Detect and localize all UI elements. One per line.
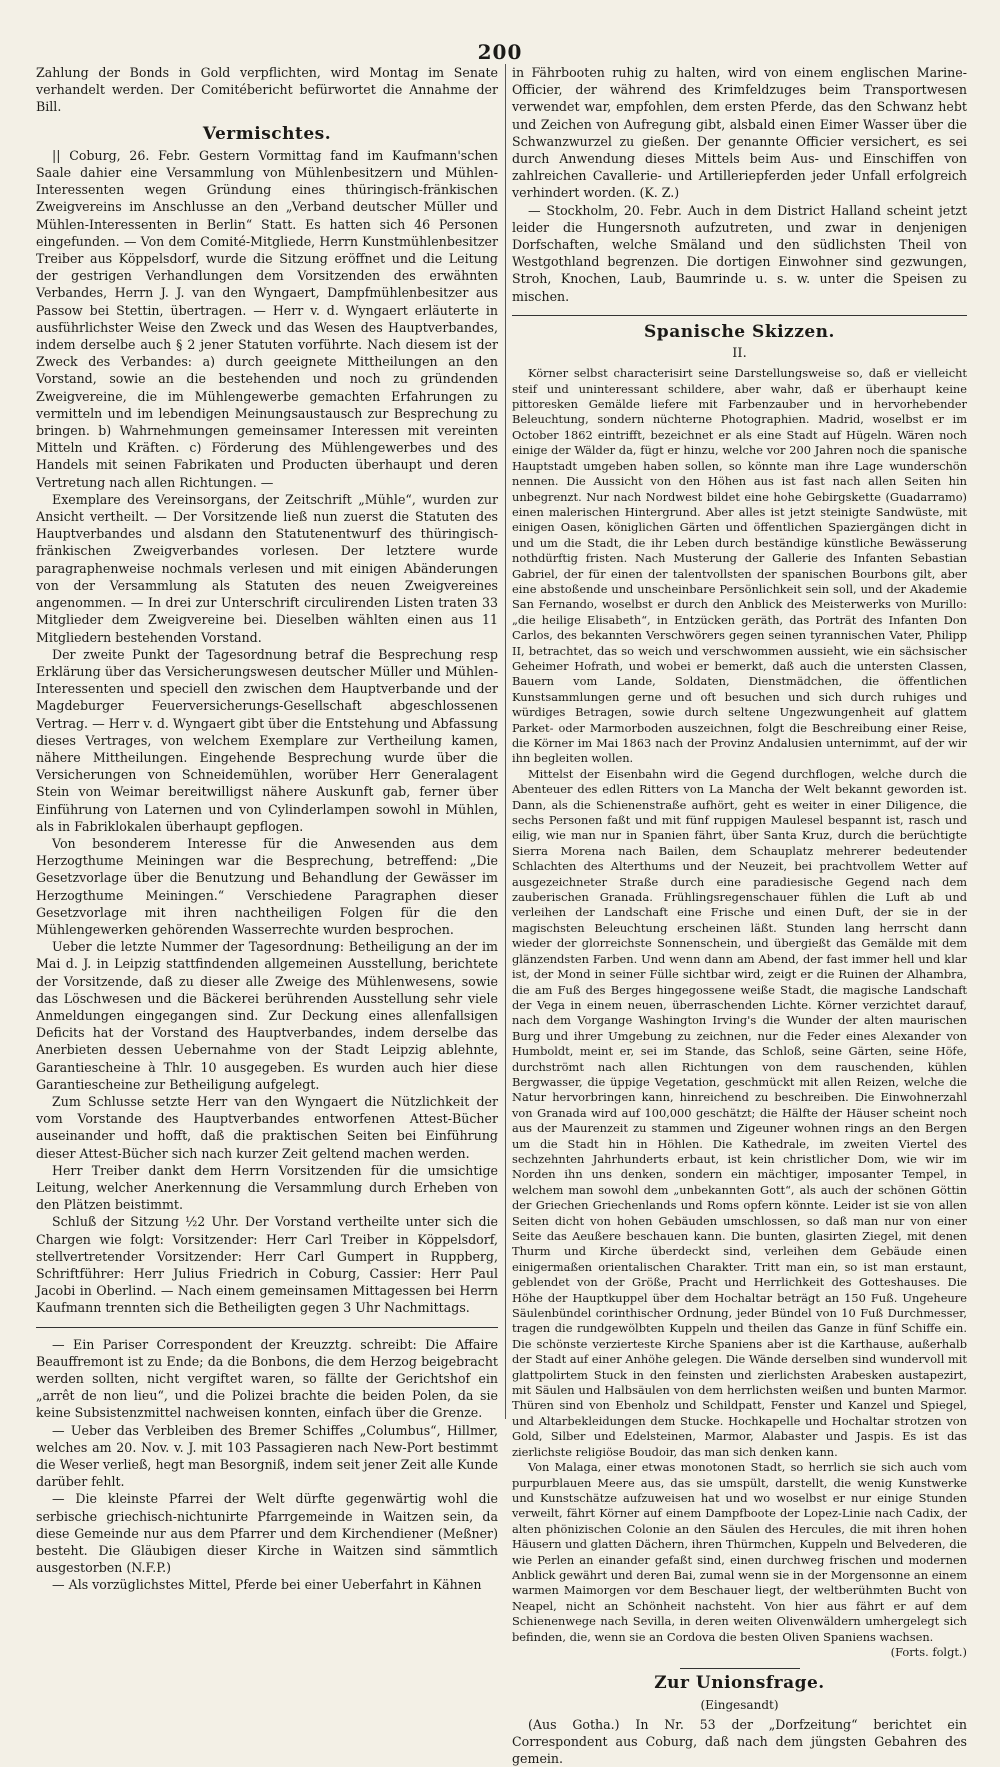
section-title-spanische-skizzen: Spanische Skizzen. (644, 321, 835, 342)
news-item: — Die kleinste Pfarrei der Welt dürfte gegenwärtig wohl die serbische griechisch-nichtunirte Pfarrgemeinde in Waitzen sein, da diese Gemeinde nur aus dem Pfarrer und dem Kirchendiener (Meßner) besteht. Die Gläubigen dieser Kirche in Waitzen sind sämmtlich ausgestorben (N.F.P.) (36, 1491, 498, 1576)
article-separator (680, 1668, 800, 1669)
news-item: — Ein Pariser Correspondent der Kreuzztg. schreibt: Die Affaire Beauffremont ist zu Ende; da die Bonbons, die dem Herzog beigebracht werden sollten, nicht vergiftet waren, so fällte der Gerichtshof ein „arrêt de non lieu“, und die Polizei brachte die beiden Polen, da sie keine Subsistenzmittel nachweisen konnten, einfach über die Grenze. (36, 1336, 498, 1421)
article-separator (36, 1327, 498, 1328)
continued-paragraph: in Fährbooten ruhig zu halten, wird von einem englischen Marine-Officier, der während des Krimfeldzuges beim Transportwesen verwendet war, empfohlen, dem ersten Pferde, das den Schwanz hebt und Zeichen von Aufregung gibt, alsbald einen Eimer Wasser über die Schwanzwurzel zu gießen. Der genannte Officier versichert, es sei durch Anwendung dieses Mittels beim Aus- und Einschiffen von zahlreichen Cavallerie- und Artilleriepferden jeder Unfall erfolgreich verhindert worden. (K. Z.) (512, 65, 967, 201)
sketch-paragraph: Körner selbst characterisirt seine Darstellungsweise so, daß er vielleicht steif und uninteressant schildere, aber wahr, daß er überhaupt keine pittoresken Gemälde liefere mit Farbenzauber und in hervorhebender Beleuchtung, sondern nüchterne Photographien. Madrid, woselbst er im October 1862 eintrifft, bezeichnet er als eine Stadt auf Hügeln. Wären noch einige der Wälder da, fügt er hinzu, welche vor 200 Jahren noch die spanische Hauptstadt umgeben haben sollen, so könnte man ihre Lage wunderschön nennen. Die Aussicht von den Höhen aus ist fast nach allen Seiten hin unbegrenzt. Nur nach Nordwest bildet eine hohe Gebirgskette (Guadarramo) einen malerischen Hintergrund. Aber alles ist jetzt steinigte Sandwüste, mit einigen Oasen, königlichen Gärten und öffentlichen Spaziergängen dicht in und um die Stadt, die ihr Leben durch beständige künstliche Bewässerung nothdürftig fristen. Nach Musterung der Gallerie des Infanten Sebastian Gabriel, der für einen der talentvollsten der spanischen Bourbons gilt, aber eine abstoßende und unscheinbare Persönlichkeit sein soll, und der Akademie San Fernando, woselbst er durch den Anblick des Meisterwerks von Murillo: „die heilige Elisabeth“, in Entzücken geräth, das Porträt des Infanten Don Carlos, des bekannten Verschwörers gegen seinen tyrannischen Vater, Philipp II, betrachtet, das so weich und verschwommen aussieht, wie ein sächsischer Geheimer Hofrath, und wobei er bemerkt, daß auch die untersten Classen, Bauern vom Lande, Soldaten, Dienstmädchen, die öffentlichen Kunstsammlungen gerne und oft besuchen und sich durch ruhiges und würdiges Betragen, sowie durch seltene Ungezwungenheit auf glattem Parket- oder Marmorboden auszeichnen, folgt die Beschreibung einer Reise, die Körner im Mai 1863 nach der Provinz Andalusien unternimmt, auf der wir ihn begleiten wollen. (512, 366, 967, 766)
sketch-paragraph: Von Malaga, einer etwas monotonen Stadt, so herrlich sie sich auch vom purpurblauen Meere aus, das sie umspült, darstellt, die wenig Kunstwerke und Kunstschätze aufzuweisen hat und wo woselbst er nur einige Stunden verweilt, fährt Körner auf einem Dampfboote der Lopez-Linie nach Cadix, der alten phönizischen Colonie an den Säulen des Hercules, die mit ihren hohen Häusern und glatten Dächern, ihren Thürmchen, Kuppeln und Belvederen, die wie Perlen an einander gefaßt sind, einen durchweg frischen und modernen Anblick gewährt und deren Bai, zumal wenn sie in der Morgensonne an einem warmen Maimorgen vor dem Beschauer liegt, der weltberühmten Bucht von Neapel, nicht an Schönheit nachsteht. Von hier aus fährt er auf dem Schienenwege nach Sevilla, in deren weiten Olivenwäldern umhergelegt sich befinden, die, wenn sie an Cordova die besten Oliven Spaniens wachsen. (512, 1460, 967, 1644)
section-title-vermischtes: Vermischtes. (202, 123, 332, 144)
right-column (512, 64, 967, 1767)
continuation-note: (Forts. folgt.) (890, 1644, 967, 1659)
article-paragraph: Von besonderem Interesse für die Anwesenden aus dem Herzogthume Meiningen war die Besprechung, betreffend: „Die Gesetzvorlage über die Benutzung und Behandlung der Gewässer im Herzogthume Meiningen.“ Verschiedene Paragraphen dieser Gesetzvorlage mit ihren nachtheiligen Folgen für die den Mühlengewerken gehörenden Wasserrechte wurden besprochen. (36, 835, 498, 937)
article-paragraph: Zum Schlusse setzte Herr van den Wyngaert die Nützlichkeit der vom Vorstande des Hauptverbandes entworfenen Attest-Bücher auseinander und hofft, daß die praktischen Seiten bei Einführung dieser Attest-Bücher sich nach kurzer Zeit geltend machen werden. (36, 1093, 498, 1161)
intro-paragraph: Zahlung der Bonds in Gold verpflichten, wird Montag im Senate verhandelt werden. Der Comitébericht befürwortet die Annahme der Bill. (36, 65, 498, 115)
sketch-body (512, 366, 967, 1660)
article-paragraph: Herr Treiber dankt dem Herrn Vorsitzenden für die umsichtige Leitung, welcher Anerkennung die Versammlung durch Erheben von den Plätzen beistimmt. (36, 1162, 498, 1213)
article-paragraph: || Coburg, 26. Febr. Gestern Vormittag fand im Kaufmann'schen Saale dahier eine Versammlung von Mühlenbesitzern und Mühlen-Interessenten wegen Gründung eines thüringisch-fränkischen Zweigvereins im Anschlusse an den „Verband deutscher Müller und Mühlen-Interessenten in Berlin“ Statt. Es hatten sich 46 Personen eingefunden. — Von dem Comité-Mitgliede, Herrn Kunstmühlenbesitzer Treiber aus Köppelsdorf, wurde die Sitzung eröffnet und die Leitung der gestrigen Verhandlungen dem Vorsitzenden des erwähnten Verbandes, Herrn J. J. van den Wyngaert, Dampfmühlenbesitzer aus Passow bei Stettin, übertragen. — Herr v. d. Wyngaert erläuterte in ausführlichster Weise den Zweck und das Wesen des Hauptverbandes, indem derselbe auch § 2 jener Statuten vorführte. Nach diesem ist der Zweck des Verbandes: a) durch geeignete Mittheilungen an den Vorstand, sowie an die bestehenden und noch zu gründenden Zweigvereine, die im Mühlengewerbe gemachten Erfahrungen zu vermitteln und im lebendigen Meinungsaustausch zur Besprechung zu bringen. b) Wahrnehmungen gemeinsamer Interessen mit vereinten Mitteln und Kräften. c) Förderung des Mühlengewerbes und des Handels mit seinen Fabrikaten und Producten überhaupt und deren Vertretung nach allen Richtungen. — (36, 147, 498, 490)
column-divider (505, 64, 506, 1419)
part-number: II. (732, 346, 747, 362)
article-paragraph: Exemplare des Vereinsorgans, der Zeitschrift „Mühle“, wurden zur Ansicht vertheilt. — Der Vorsitzende ließ nun zuerst die Statuten des Hauptverbandes und alsdann den Statutenentwurf des thüringisch-fränkischen Zweigverbandes vorlesen. Der letztere wurde paragraphenweise nochmals verlesen und mit einigen Abänderungen von der Versammlung als Statuten des neuen Zweigvereines angenommen. — In drei zur Unterschrift circulirenden Listen traten 33 Mitglieder dem Zweigvereine bei. Dieselben wählten einen aus 11 Mitgliedern bestehenden Vorstand. (36, 491, 498, 645)
section-subtitle: (Eingesandt) (700, 1697, 779, 1712)
left-column (36, 64, 498, 1594)
article-paragraph: Der zweite Punkt der Tagesordnung betraf die Besprechung resp Erklärung über das Versicherungswesen deutscher Müller und Mühlen-Interessenten und speciell den zwischen dem Hauptverbande und der Magdeburger Feuerversicherungs-Gesellschaft abgeschlossenen Vertrag. — Herr v. d. Wyngaert gibt über die Entstehung und Abfassung dieses Vertrages, von welchem Exemplare zur Vertheilung kamen, nähere Mittheilungen. Eingehende Besprechung wurde über die Versicherungen von Schneidemühlen, worüber Herr Generalagent Stein von Weimar bereitwilligst nähere Auskunft gab, ferner über Einführung von Laternen und von Cylinderlampen sowohl in Mühlen, als in Fabriklokalen überhaupt gepflogen. (36, 646, 498, 834)
news-item: — Ueber das Verbleiben des Bremer Schiffes „Columbus“, Hillmer, welches am 20. Nov. v. J. mit 103 Passagieren nach New-Port bestimmt die Weser verließ, hegt man Besorgniß, indem seit jener Zeit alle Kunde darüber fehlt. (36, 1422, 498, 1490)
news-item: — Stockholm, 20. Febr. Auch in dem District Halland scheint jetzt leider die Hungersnoth aufzutreten, und zwar in denjenigen Dorfschaften, welche Smäland und den südlichsten Theil von Westgothland begrenzen. Die dortigen Einwohner sind gezwungen, Stroh, Knochen, Laub, Baumrinde u. s. w. unter die Speisen zu mischen. (512, 202, 967, 304)
news-item: — Als vorzüglichstes Mittel, Pferde bei einer Ueberfahrt in Kähnen (52, 1577, 482, 1593)
union-paragraph: (Aus Gotha.) In Nr. 53 der „Dorfzeitung“ berichtet ein Correspondent aus Coburg, daß nach dem jüngsten Gebahren des gemein. (512, 1716, 967, 1767)
article-paragraph: Ueber die letzte Nummer der Tagesordnung: Betheiligung an der im Mai d. J. in Leipzig stattfindenden allgemeinen Ausstellung, berichtete der Vorsitzende, daß zu dieser alle Zweige des Mühlenwesens, sowie das Löschwesen und die Bäckerei berührenden Ausstellung sehr viele Anmeldungen eingegangen sind. Zur Deckung eines allenfallsigen Deficits hat der Vorstand des Hauptverbandes, indem derselbe das Anerbieten dessen Uebernahme von der Stadt Leipzig ablehnte, Garantiescheine à Thlr. 10 ausgegeben. Es wurden auch hier diese Garantiescheine zur Betheiligung aufgelegt. (36, 939, 498, 1092)
section-title-unionsfrage: Zur Unionsfrage. (654, 1673, 825, 1694)
article-paragraph: Schluß der Sitzung ½2 Uhr. Der Vorstand vertheilte unter sich die Chargen wie folgt: Vorsitzender: Herr Carl Treiber in Köppelsdorf, stellvertretender Vorsitzender: Herr Carl Gumpert in Ruppberg, Schriftführer: Herr Julius Friedrich in Coburg, Cassier: Herr Paul Jacobi in Oberlind. — Nach einem gemeinsamen Mittagessen bei Herrn Kaufmann trennten sich die Betheiligten gegen 3 Uhr Nachmittags. (36, 1214, 498, 1316)
article-separator (512, 315, 967, 316)
sketch-paragraph: Mittelst der Eisenbahn wird die Gegend durchflogen, welche durch die Abenteuer des edlen Ritters von La Mancha der Welt bekannt geworden ist. Dann, als die Schienenstraße aufhört, geht es weiter in einer Diligence, die sechs Personen faßt und mit fünf ruppigen Maulesel bespannt ist, rasch und eilig, wie man nur in Spanien fährt, über Santa Kruz, durch die berüchtigte Sierra Morena nach Bailen, dem Schauplatz mehrerer bedeutender Schlachten des Alterthums und der Neuzeit, bei prachtvollem Wetter auf ausgezeichneter Straße durch eine paradiesische Gegend nach dem zauberischen Granada. Frühlingsregenschauer fühlen die Luft ab und verleihen der Landschaft eine Frische und einen Duft, der sie in der magischsten Beleuchtung erscheinen läßt. Stunden lang herrscht dann wieder der glorreichste Sonnenschein, und übergießt das Gemälde mit dem glänzendsten Farben. Und wenn dann am Abend, der fast immer hell und klar ist, der Mond in seiner Fülle sichtbar wird, zeigt er die Ruinen der Alhambra, die am Fuß des Berges hingegossene weiße Stadt, die magische Landschaft der Vega in einem neuen, überraschenden Lichte. Körner verzichtet darauf, nach dem Vorgange Washington Irving's die Wunder der alten maurischen Burg und ihrer Umgebung zu zeichnen, nur die Feder eines Alexander von Humboldt, meint er, sei im Stande, das Schloß, seine Gärten, seine Höfe, durchströmt nach allen Richtungen von dem rauschenden, kühlen Bergwasser, die üppige Vegetation, geschmückt mit allen Reizen, welche die Natur hervorbringen kann, hinreichend zu beschreiben. Die Einwohnerzahl von Granada wird auf 100,000 geschätzt; die Hälfte der Häuser scheint noch aus der Maurenzeit zu stammen und Zigeuner wohnen rings an den Bergen um die Stadt hin in Höhlen. Die Kathedrale, im zweiten Viertel des sechzehnten Jahrhunderts erbaut, ist kein christlicher Dom, wie wir im Norden ihn uns denken, sondern ein mächtiger, imposanter Tempel, in welchem man sowohl dem „unbekannten Gott“, als auch der schönen Göttin der Griechen Griechenlands und Roms opfern könnte. Leider ist sie von allen Seiten dicht von hohen Gebäuden umschlossen, so daß man nur von einer Seite das Aeußere beschauen kann. Die bunten, glasirten Ziegel, mit denen Thurm und Kirche überdeckt sind, verleihen dem Gebäude einen einigermaßen orientalischen Charakter. Tritt man ein, so ist man erstaunt, geblendet von der Größe, Pracht und Herrlichkeit des Gotteshauses. Die Höhe der Hauptkuppel über dem Hochaltar beträgt an 150 Fuß. Ungeheure Säulenbündel corinthischer Ordnung, jeder Bündel von 10 Fuß Durchmesser, tragen die rundgewölbten Kuppeln und theilen das Ganze in fünf Schiffe ein. Die schönste verzierteste Kirche Spaniens aber ist die Karthause, außerhalb der Stadt auf einer Anhöhe gelegen. Die Wände derselben sind wundervoll mit glattpolirtem Stuck in den feinsten und zierlichsten Arabesken austapezirt, mit Säulen und Halbsäulen von dem herrlichsten weißen und bunten Marmor. Thüren sind von Ebenholz und Schildpatt, Fenster und Kanzel und Spiegel, und Altarbekleidungen dem Stucke. Hochkapelle und Hochaltar strotzen von Gold, Silber und Edelsteinen, Marmor, Alabaster und Jaspis. Es ist das zierlichste religiöse Boudoir, das man sich denken kann. (512, 766, 967, 1459)
page-number: 200 (477, 40, 523, 64)
